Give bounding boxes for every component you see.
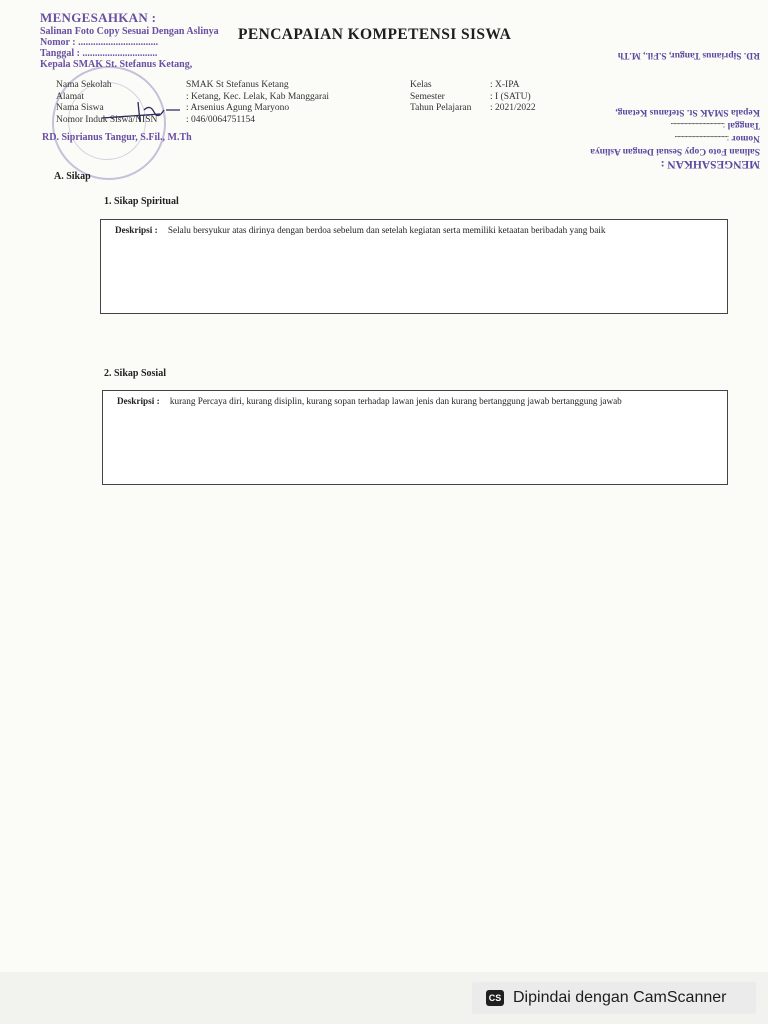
- info-value-student: : Arsenius Agung Maryono: [186, 103, 290, 113]
- stamp-title: MENGESAHKAN :: [40, 10, 157, 25]
- stamp-right-signer: RD. Siprianus Tangur, S.Fil., M.Th: [617, 50, 760, 60]
- page-title: PENCAPAIAN KOMPETENSI SISWA: [238, 26, 512, 43]
- info-value-semester: : I (SATU): [490, 91, 531, 102]
- stamp-right-number-label: Nomor: [731, 133, 760, 143]
- subsection-spiritual-title: 1. Sikap Spiritual: [104, 196, 179, 207]
- spiritual-description-label: Deskripsi :: [115, 225, 158, 235]
- spiritual-description: [115, 225, 605, 235]
- info-value-class: : X-IPA: [490, 80, 520, 90]
- social-description-box: [102, 390, 728, 485]
- subsection-social-title: 2. Sikap Sosial: [104, 368, 166, 379]
- camscanner-badge: [472, 982, 756, 1014]
- section-heading-attitude: A. Sikap: [54, 171, 91, 182]
- info-label-year: Tahun Pelajaran: [410, 103, 472, 113]
- student-info-labels: [56, 80, 157, 126]
- spiritual-description-box: [100, 219, 728, 314]
- info-value-school: SMAK St Stefanus Ketang: [186, 80, 289, 90]
- stamp-right-number-dots: :......................................: [675, 133, 730, 143]
- social-description-label: Deskripsi :: [117, 396, 160, 406]
- approval-stamp-right: [560, 30, 760, 170]
- info-label-nisn: Nomor Induk Siswa/NISN: [56, 114, 158, 125]
- stamp-principal-line: Kepala SMAK St. Stefanus Ketang,: [40, 59, 193, 70]
- stamp-signer: RD. Siprianus Tangur, S.Fil., M.Th: [42, 132, 192, 143]
- stamp-right-date-dots: :......................................: [671, 120, 726, 130]
- info-value-nisn: : 046/0064751154: [186, 114, 256, 125]
- stamp-date-line: Tanggal : ..............................: [40, 48, 158, 59]
- info-value-year: : 2021/2022: [490, 103, 536, 113]
- class-info-labels: [410, 80, 471, 115]
- stamp-number-line: Nomor : ................................: [40, 37, 159, 48]
- info-label-class: Kelas: [410, 80, 432, 90]
- stamp-right-copy-line: Salinan Foto Copy Sesuai Dengan Aslinya: [590, 146, 760, 156]
- spiritual-description-text: Selalu bersyukur atas dirinya dengan berdoa sebelum dan setelah kegiatan serta memiliki ketaatan beribadah yang baik: [167, 225, 606, 235]
- stamp-right-title: MENGESAHKAN :: [660, 158, 760, 170]
- info-label-address: Alamat: [56, 91, 84, 102]
- camscanner-logo-icon: CS: [486, 990, 504, 1006]
- info-label-semester: Semester: [410, 91, 445, 102]
- stamp-right-date-line: [560, 118, 760, 131]
- social-description: [117, 396, 622, 406]
- stamp-right-principal-line: Kepala SMAK St. Stefanus Ketang,: [615, 107, 760, 117]
- student-info-values: [186, 80, 329, 126]
- info-value-address: : Ketang, Kec. Lelak, Kab Manggarai: [186, 91, 329, 102]
- stamp-right-date-label: Tanggal: [727, 120, 760, 130]
- info-label-school: Nama Sekolah: [56, 80, 112, 90]
- stamp-copy-line: Salinan Foto Copy Sesuai Dengan Aslinya: [40, 26, 219, 37]
- info-label-student: Nama Siswa: [56, 103, 104, 113]
- stamp-right-number-line: [560, 131, 760, 144]
- class-info-values: [490, 80, 536, 115]
- social-description-text: kurang Percaya diri, kurang disiplin, kurang sopan terhadap lawan jenis dan kurang bertanggung jawab bertanggung jawab: [169, 396, 622, 406]
- camscanner-text: Dipindai dengan CamScanner: [513, 989, 727, 1006]
